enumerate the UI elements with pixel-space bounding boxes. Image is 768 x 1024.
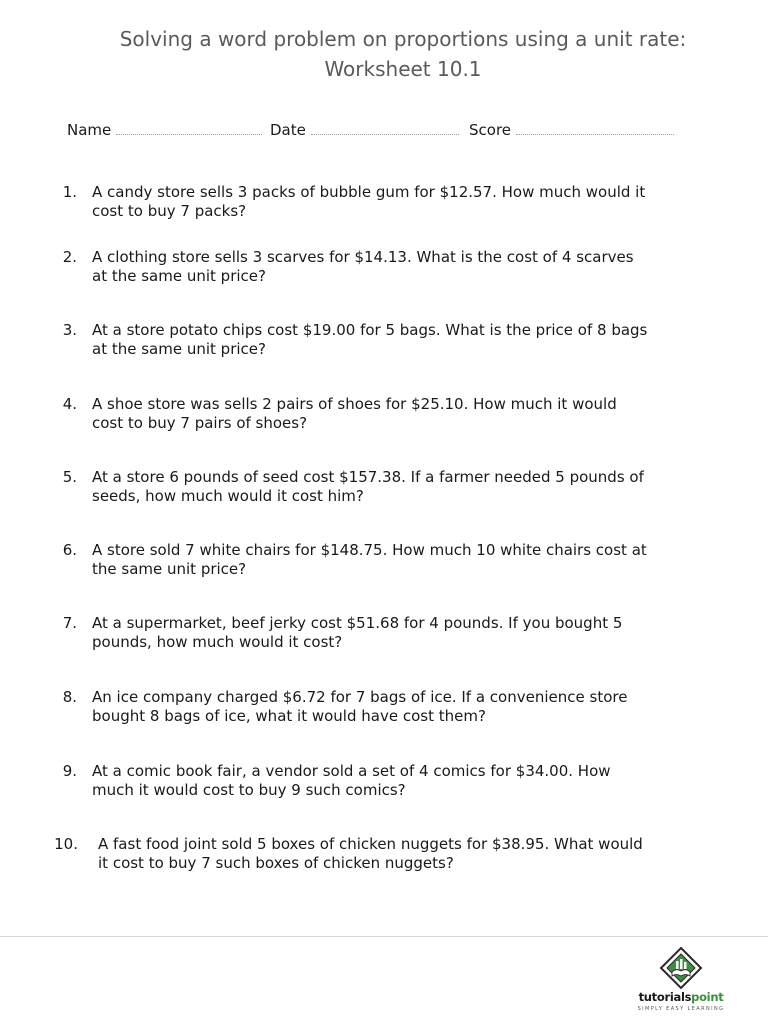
date-field[interactable] [270,121,459,139]
score-blank[interactable] [516,121,674,135]
question-line: at the same unit price? [92,340,266,358]
score-label: Score [469,121,512,139]
question-text [92,321,682,359]
question-line: bought 8 bags of ice, what it would have cost them? [92,707,486,725]
question-line: A store sold 7 white chairs for $148.75. How much 10 white chairs cost at [92,541,647,559]
question-number: 6. [62,541,77,559]
question-line: much it would cost to buy 9 such comics? [92,781,406,799]
question-line: A fast food joint sold 5 boxes of chicken nuggets for $38.95. What would [98,835,643,853]
question-line: the same unit price? [92,560,247,578]
worksheet-title [0,24,768,84]
question-text [92,248,682,286]
title-line-1: Solving a word problem on proportions using a unit rate: [119,27,687,51]
logo-tagline: SIMPLY EASY LEARNING [637,1006,725,1012]
question-line: it cost to buy 7 such boxes of chicken nuggets? [98,854,454,872]
name-field[interactable] [67,121,262,139]
question-line: A shoe store was sells 2 pairs of shoes for $25.10. How much it would [92,395,617,413]
question-number: 5. [62,468,77,486]
tutorialspoint-logo-icon [626,946,736,990]
question-text [98,835,678,873]
question-text [92,614,682,652]
footer-divider [0,936,768,937]
question-number: 3. [62,321,77,339]
question-line: seeds, how much would it cost him? [92,487,364,505]
question-text [92,468,682,506]
name-label: Name [67,121,112,139]
question-number: 7. [62,614,77,632]
question-number: 1. [62,183,77,201]
question-text [92,183,682,221]
question-line: At a store 6 pounds of seed cost $157.38. If a farmer needed 5 pounds of [92,468,644,486]
question-line: at the same unit price? [92,267,266,285]
question-line: At a supermarket, beef jerky cost $51.68 for 4 pounds. If you bought 5 [92,614,623,632]
date-blank[interactable] [311,121,459,135]
question-line: At a store potato chips cost $19.00 for 5 bags. What is the price of 8 bags [92,321,648,339]
logo-word-main: tutorials [638,990,692,1004]
question-line: At a comic book fair, a vendor sold a set of 4 comics for $34.00. How [92,762,611,780]
logo-word-accent: point [691,990,724,1004]
date-label: Date [270,121,306,139]
title-line-2: Worksheet 10.1 [324,57,482,81]
score-field[interactable] [469,121,674,139]
question-number: 8. [62,688,77,706]
question-line: pounds, how much would it cost? [92,633,343,651]
question-line: An ice company charged $6.72 for 7 bags of ice. If a convenience store [92,688,628,706]
question-text [92,688,682,726]
question-number: 4. [62,395,77,413]
question-number: 2. [62,248,77,266]
tutorialspoint-logo [626,946,736,1016]
question-line: A clothing store sells 3 scarves for $14.13. What is the cost of 4 scarves [92,248,634,266]
question-line: cost to buy 7 packs? [92,202,247,220]
question-text [92,395,682,433]
question-line: A candy store sells 3 packs of bubble gum for $12.57. How much would it [92,183,646,201]
logo-wordmark [626,990,736,1004]
question-number: 10. [54,835,78,853]
question-text [92,541,682,579]
question-line: cost to buy 7 pairs of shoes? [92,414,308,432]
name-blank[interactable] [116,121,262,135]
question-text [92,762,682,800]
question-number: 9. [62,762,77,780]
